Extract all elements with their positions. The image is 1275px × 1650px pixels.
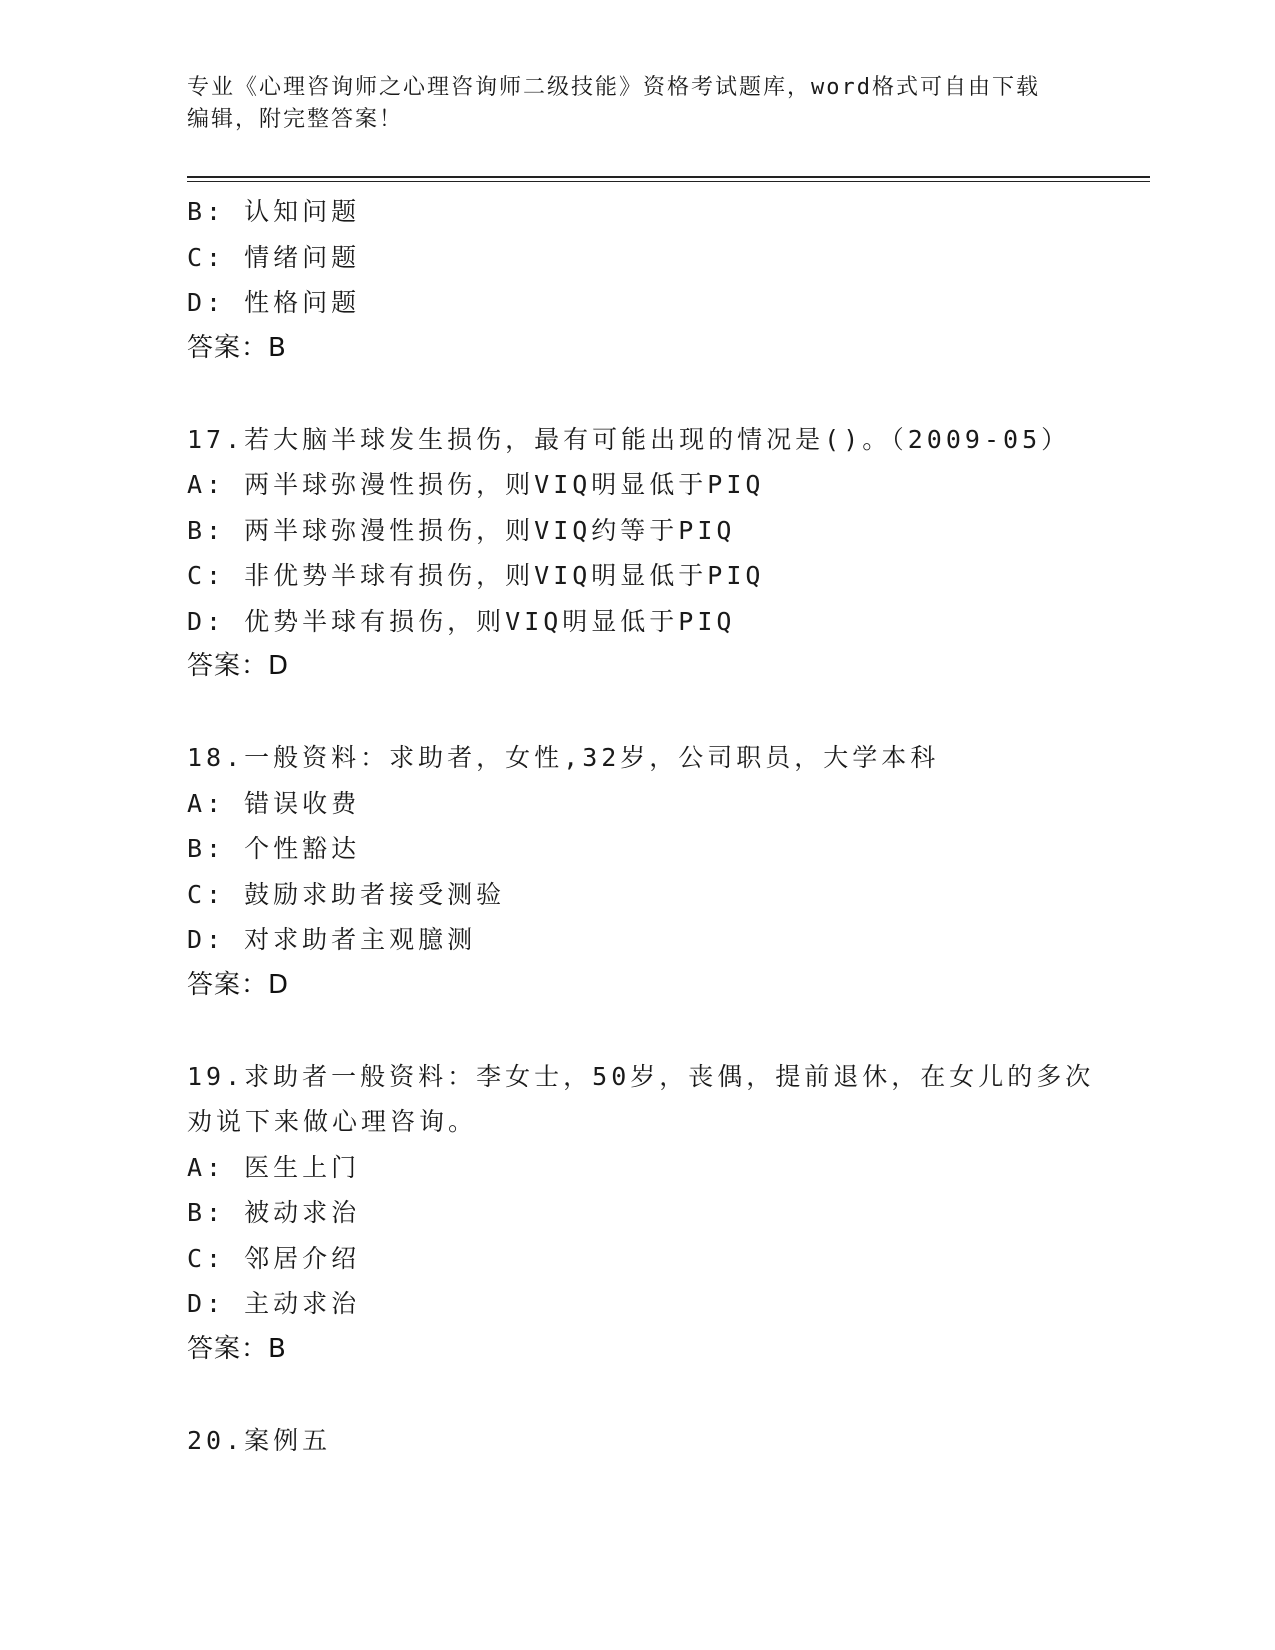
question-16-continuation: [187, 189, 1087, 371]
answer-line: 答案：D: [187, 969, 290, 1000]
question-stem-line-2: 劝说下来做心理咨询。: [187, 1107, 478, 1136]
question-20: [187, 1418, 1087, 1464]
option-b: B: 两半球弥漫性损伤，则VIQ约等于PIQ: [187, 515, 736, 545]
spacer: [187, 1372, 1087, 1418]
spacer: [187, 371, 1087, 417]
option-a: A: 两半球弥漫性损伤，则VIQ明显低于PIQ: [187, 470, 765, 499]
spacer: [187, 690, 1087, 736]
answer-line: 答案：D: [187, 651, 290, 681]
question-18: [187, 735, 1087, 1008]
question-stem: 17.若大脑半球发生损伤，最有可能出现的情况是()。（2009-05）: [187, 424, 1071, 454]
question-stem-line-1: 19.求助者一般资料：李女士，50岁，丧偶，提前退休，在女儿的多次: [187, 1061, 1095, 1091]
option-d: D: 性格问题: [187, 288, 361, 317]
option-c: C: 鼓励求助者接受测验: [187, 879, 506, 909]
option-c: C: 非优势半球有损伤，则VIQ明显低于PIQ: [187, 561, 765, 590]
option-d: D: 主动求治: [187, 1289, 361, 1318]
question-19: [187, 1054, 1095, 1373]
question-stem: 20.案例五: [187, 1425, 332, 1455]
option-d: D: 对求助者主观臆测: [187, 925, 477, 954]
option-b: B: 认知问题: [187, 197, 361, 226]
question-17: [187, 417, 1087, 690]
spacer: [187, 1008, 1087, 1054]
option-a: A: 错误收费: [187, 788, 361, 818]
option-b: B: 个性豁达: [187, 834, 361, 863]
option-d: D: 优势半球有损伤，则VIQ明显低于PIQ: [187, 606, 736, 636]
question-stem: 18.一般资料：求助者，女性,32岁，公司职员，大学本科: [187, 743, 940, 772]
document-header: [187, 72, 1067, 136]
header-line-1: 专业《心理咨询师之心理咨询师二级技能》资格考试题库，word格式可自由下载: [187, 75, 1040, 100]
answer-line: 答案：B: [187, 1333, 287, 1364]
header-rule-thin: [187, 181, 1150, 182]
header-line-2: 编辑，附完整答案！: [187, 107, 404, 132]
answer-line: 答案：B: [187, 332, 287, 363]
question-list: [187, 189, 1095, 1463]
header-rule-thick: [187, 176, 1150, 178]
option-b: B: 被动求治: [187, 1198, 361, 1227]
option-c: C: 邻居介绍: [187, 1243, 361, 1273]
option-a: A: 医生上门: [187, 1152, 361, 1182]
option-c: C: 情绪问题: [187, 242, 361, 272]
